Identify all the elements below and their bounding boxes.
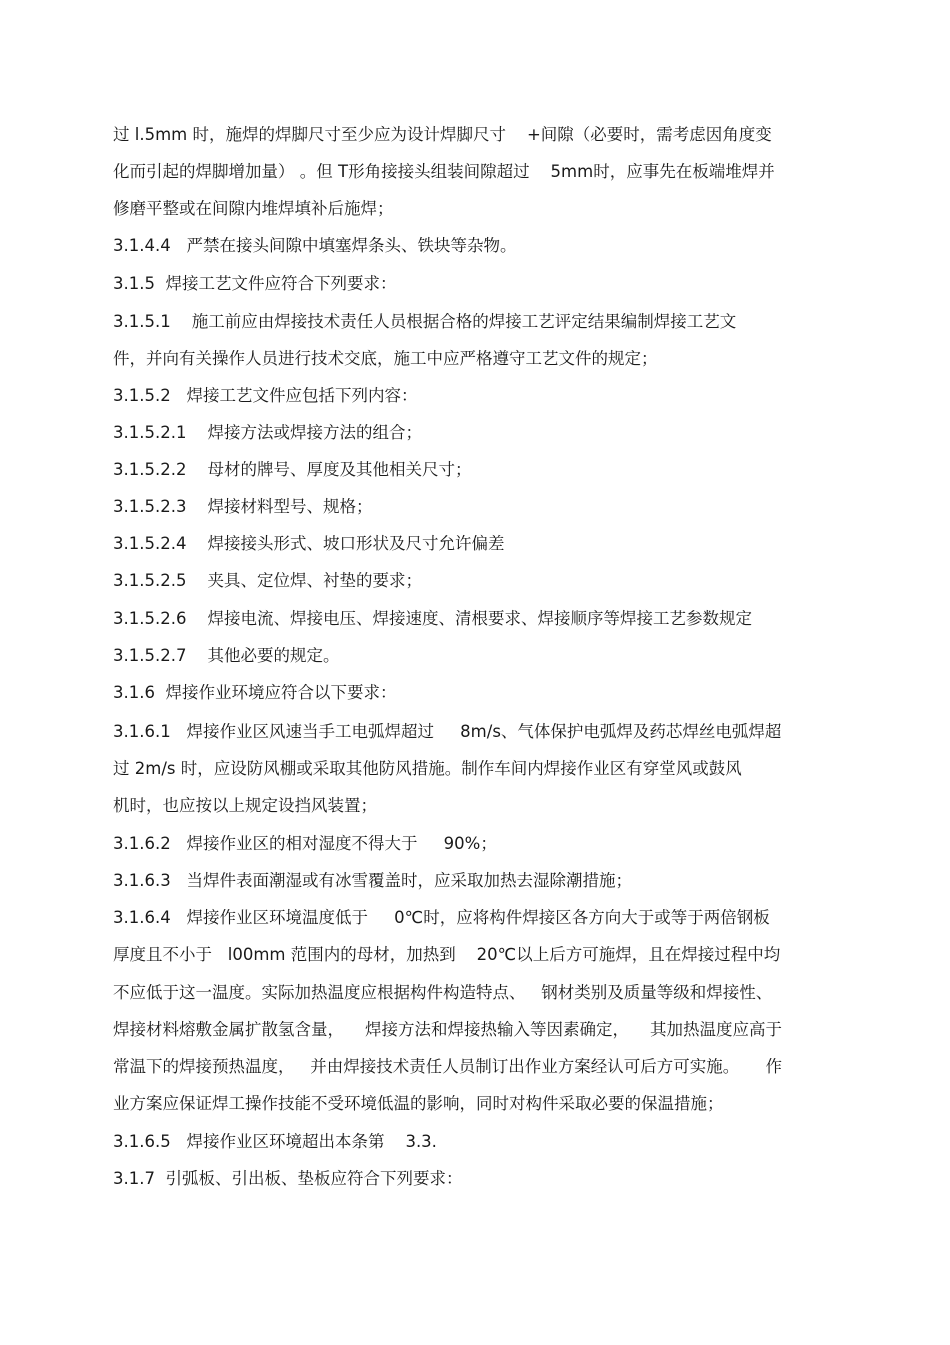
text-line: 机时，也应按以上规定设挡风装置； [113, 796, 377, 815]
clause-3-1-6-heading: 3.1.6 焊接作业环境应符合以下要求： [113, 683, 397, 702]
text-line: 过 2m/s 时，应设防风棚或采取其他防风措施。制作车间内焊接作业区有穿堂风或鼓风 [113, 759, 742, 778]
text-line: 焊接材料熔敷金属扩散氢含量， 焊接方法和焊接热输入等因素确定， 其加热温度应高于 [113, 1020, 782, 1039]
clause-3-1-6-4: 3.1.6.4 焊接作业区环境温度低于 0℃时，应将构件焊接区各方向大于或等于两倍钢板 [113, 908, 770, 927]
text-line: 件，并向有关操作人员进行技术交底，施工中应严格遵守工艺文件的规定； [113, 349, 658, 368]
clause-3-1-6-5: 3.1.6.5 焊接作业区环境超出本条第 3.3. [113, 1132, 437, 1151]
clause-3-1-5-2-4: 3.1.5.2.4 焊接接头形式、坡口形状及尺寸允许偏差 [113, 534, 505, 553]
clause-3-1-6-3: 3.1.6.3 当焊件表面潮湿或有冰雪覆盖时，应采取加热去湿除潮措施； [113, 871, 632, 890]
text-line: 不应低于这一温度。实际加热温度应根据构件构造特点、 钢材类别及质量等级和焊接性、 [113, 983, 773, 1002]
text-line: 修磨平整或在间隙内堆焊填补后施焊； [113, 199, 394, 218]
text-line: 化而引起的焊脚增加量） 。但 T形角接接头组装间隙超过 5mm时，应事先在板端堆焊并 [113, 162, 775, 181]
clause-3-1-5-2-6: 3.1.5.2.6 焊接电流、焊接电压、焊接速度、清根要求、焊接顺序等焊接工艺参数规定 [113, 609, 752, 628]
clause-3-1-5-2: 3.1.5.2 焊接工艺文件应包括下列内容： [113, 386, 418, 405]
clause-3-1-4-4: 3.1.4.4 严禁在接头间隙中填塞焊条头、铁块等杂物。 [113, 236, 517, 255]
clause-3-1-5-2-5: 3.1.5.2.5 夹具、定位焊、衬垫的要求； [113, 571, 422, 590]
clause-3-1-5-2-3: 3.1.5.2.3 焊接材料型号、规格； [113, 497, 373, 516]
text-line: 厚度且不小于 l00mm 范围内的母材，加热到 20℃以上后方可施焊，且在焊接过程中均 [113, 945, 781, 964]
clause-3-1-7-heading: 3.1.7 引弧板、引出板、垫板应符合下列要求： [113, 1169, 463, 1188]
clause-3-1-5-2-2: 3.1.5.2.2 母材的牌号、厚度及其他相关尺寸； [113, 460, 472, 479]
text-line: 业方案应保证焊工操作技能不受环境低温的影响，同时对构件采取必要的保温措施； [113, 1094, 724, 1113]
clause-3-1-6-1: 3.1.6.1 焊接作业区风速当手工电弧焊超过 8m/s、气体保护电弧焊及药芯焊丝电弧焊超 [113, 722, 782, 741]
clause-3-1-5-heading: 3.1.5 焊接工艺文件应符合下列要求： [113, 274, 397, 293]
clause-3-1-5-2-1: 3.1.5.2.1 焊接方法或焊接方法的组合； [113, 423, 422, 442]
text-line: 常温下的焊接预热温度， 并由焊接技术责任人员制订出作业方案经认可后方可实施。 作 [113, 1057, 782, 1076]
clause-3-1-5-2-7: 3.1.5.2.7 其他必要的规定。 [113, 646, 340, 665]
clause-3-1-6-2: 3.1.6.2 焊接作业区的相对湿度不得大于 90%； [113, 834, 497, 853]
clause-3-1-5-1: 3.1.5.1 施工前应由焊接技术责任人员根据合格的焊接工艺评定结果编制焊接工艺文 [113, 312, 737, 331]
text-line: 过 l.5mm 时，施焊的焊脚尺寸至少应为设计焊脚尺寸 +间隙（必要时，需考虑因角度变 [113, 125, 772, 144]
